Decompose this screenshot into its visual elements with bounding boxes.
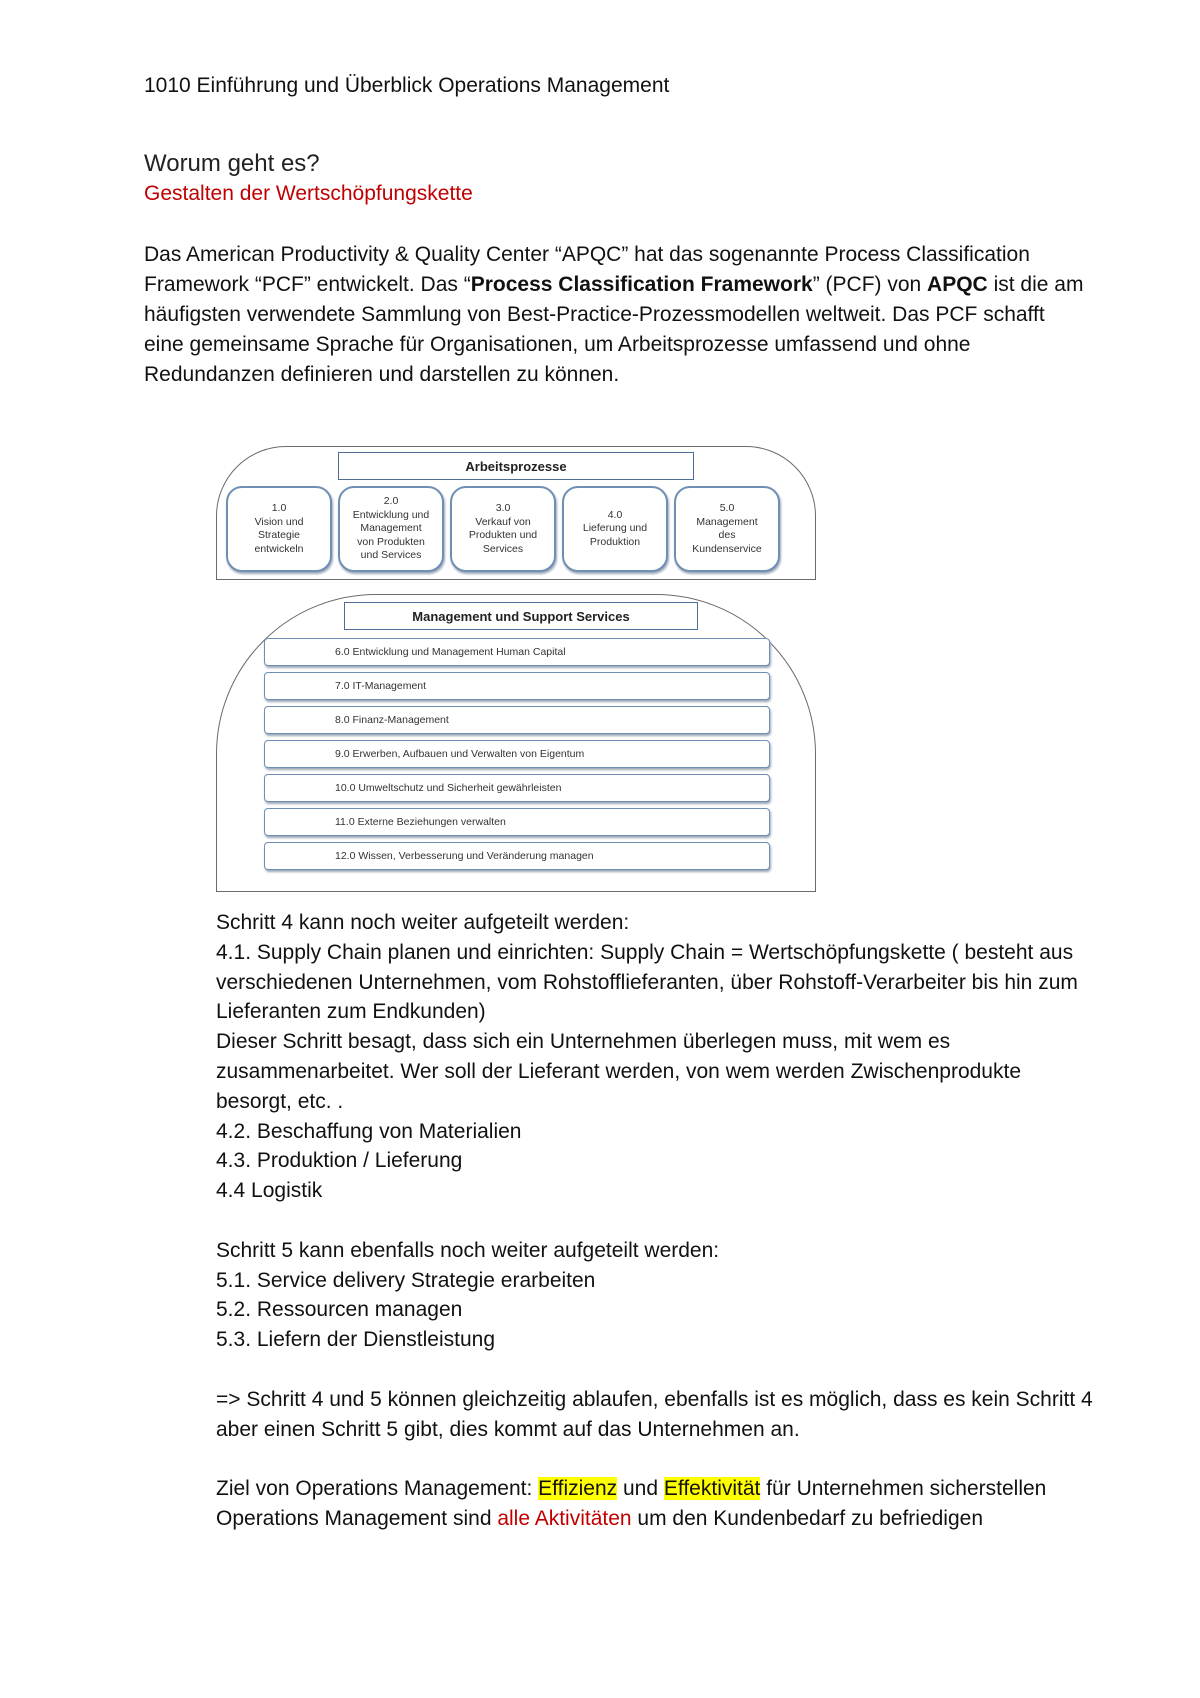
process-box-3	[450, 486, 556, 572]
definition-statement	[216, 1504, 1096, 1534]
process-box-number: 3.0	[495, 502, 511, 514]
support-row-11: 11.0 Externe Beziehungen verwalten	[264, 808, 770, 836]
process-box-number: 1.0	[271, 502, 287, 514]
support-row-10: 10.0 Umweltschutz und Sicherheit gewährleisten	[264, 774, 770, 802]
process-box-line: Vision und	[254, 515, 304, 528]
step4-item-3: 4.3. Produktion / Lieferung	[216, 1149, 463, 1173]
intro-bold-apqc: APQC	[927, 273, 988, 296]
goal-highlight-effektivitaet: Effektivität	[663, 1477, 761, 1501]
process-box-2	[338, 486, 444, 572]
step5-intro: Schritt 5 kann ebenfalls noch weiter aufgeteilt werden:	[216, 1238, 720, 1262]
goal-highlight-effizienz: Effizienz	[538, 1477, 618, 1501]
process-box-line: Entwicklung und	[352, 508, 430, 521]
process-box-line: Produktion	[589, 535, 641, 548]
process-box-line: Kundenservice	[692, 542, 762, 555]
step5-item-1: 5.1. Service delivery Strategie erarbeiten	[216, 1268, 596, 1292]
conclusion: => Schritt 4 und 5 können gleichzeitig ablaufen, ebenfalls ist es möglich, dass es kein Schritt 4 aber einen Schritt 5 gibt, dies kommt auf das Unternehmen an.	[216, 1387, 1093, 1441]
definition-highlight: alle Aktivitäten	[497, 1506, 632, 1530]
intro-text-1: Das American Productivity & Quality Center “APQC” hat das sogenannte Process Classification Framework “PCF” entwickelt. Das “	[144, 243, 1030, 296]
section-heading: Worum geht es?	[144, 150, 320, 177]
section-subheading: Gestalten der Wertschöpfungskette	[144, 182, 473, 205]
definition-suffix: um den Kundenbedarf zu befriedigen	[631, 1506, 983, 1530]
process-box-line: Verkauf von	[475, 515, 531, 528]
body-text	[216, 908, 1096, 1534]
step4-intro: Schritt 4 kann noch weiter aufgeteilt werden:	[216, 911, 630, 934]
goal-prefix: Ziel von Operations Management:	[216, 1477, 539, 1501]
step4-item-2: 4.2. Beschaffung von Materialien	[216, 1119, 522, 1143]
process-box-5	[674, 486, 780, 572]
process-box-number: 2.0	[383, 495, 399, 508]
step4-explanation: Dieser Schritt besagt, dass sich ein Unternehmen überlegen muss, mit wem es zusammenarbeitet. Wer soll der Lieferant werden, von wem werden Zwischenprodukte besorgt, etc. .	[216, 1030, 1021, 1113]
process-box-4	[562, 486, 668, 572]
intro-text-3: ist die am häufigsten verwendete Sammlung von Best-Practice-Prozessmodellen weltweit. Das PCF schafft eine gemeinsame Sprache für Organisationen, um Arbeitsprozesse umfassend und ohne Redundanzen definieren und darstellen zu können.	[144, 273, 1084, 386]
process-box-number: 4.0	[607, 508, 623, 521]
process-box-line: Produkten und	[468, 529, 538, 541]
support-row-7: 7.0 IT-Management	[264, 672, 770, 700]
process-box-line: Management	[360, 522, 422, 535]
goal-middle: und	[617, 1477, 664, 1501]
process-box-line: Management	[696, 515, 758, 528]
process-box-line: entwickeln	[254, 542, 304, 555]
process-box-number: 5.0	[719, 502, 735, 514]
intro-text-2: ” (PCF) von	[812, 273, 928, 296]
goal-statement	[216, 1474, 1096, 1504]
process-box-line: Lieferung und	[582, 522, 648, 535]
definition-prefix: Operations Management sind	[216, 1506, 498, 1530]
process-box-line: und Services	[360, 549, 422, 562]
goal-suffix: für Unternehmen sicherstellen	[760, 1477, 1047, 1501]
intro-paragraph	[144, 240, 1084, 390]
step4-item-1: 4.1. Supply Chain planen und einrichten: Supply Chain = Wertschöpfungskette ( besteht aus verschiedenen Unternehmen, vom Rohstofflieferanten, über Rohstoff-Verarbeiter bis hin zum Lieferanten zum Endkunden)	[216, 940, 1078, 1024]
process-box-1	[226, 486, 332, 572]
step5-item-3: 5.3. Liefern der Dienstleistung	[216, 1328, 495, 1352]
pcf-diagram	[216, 446, 816, 892]
document-title: 1010 Einführung und Überblick Operations Management	[144, 74, 670, 97]
support-row-8: 8.0 Finanz-Management	[264, 706, 770, 734]
operating-processes-header: Arbeitsprozesse	[338, 452, 694, 480]
process-box-line: des	[718, 529, 736, 541]
step4-item-4: 4.4 Logistik	[216, 1179, 323, 1203]
support-row-9: 9.0 Erwerben, Aufbauen und Verwalten von Eigentum	[264, 740, 770, 768]
support-services-header: Management und Support Services	[344, 602, 698, 630]
step5-item-2: 5.2. Ressourcen managen	[216, 1298, 463, 1322]
intro-bold-pcf: Process Classification Framework	[470, 273, 813, 296]
process-box-line: Services	[482, 542, 524, 555]
process-box-line: von Produkten	[357, 535, 425, 548]
support-row-6: 6.0 Entwicklung und Management Human Capital	[264, 638, 770, 666]
support-row-12: 12.0 Wissen, Verbesserung und Veränderung managen	[264, 842, 770, 870]
process-box-line: Strategie	[257, 529, 301, 541]
